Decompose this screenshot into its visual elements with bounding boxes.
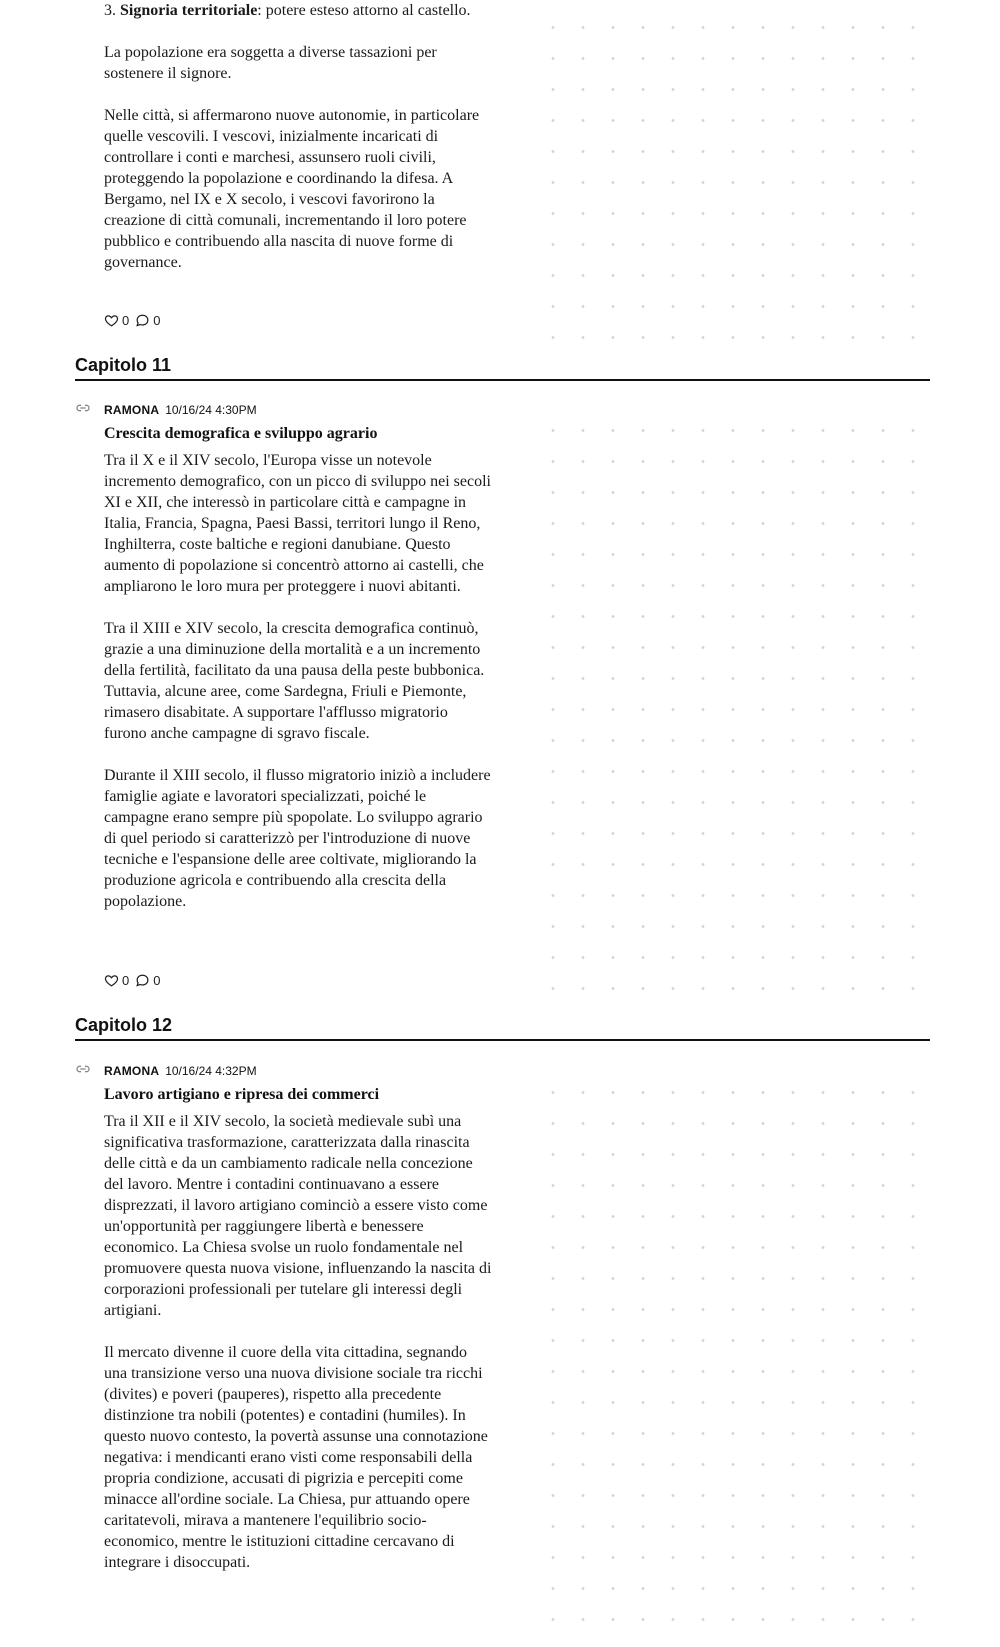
like-button[interactable]	[104, 973, 129, 988]
post-actions	[104, 313, 166, 328]
paragraph: Tra il XII e il XIV secolo, la società medievale subì una significativa trasformazione, caratterizzata dalla rinascita delle città e da un cambiamento radicale nella concezione del lavoro. Mentre i contadini continuavano a essere disprezzati, il lavoro artigiano cominciò a essere visto come un'opportunità per raggiungere libertà e benessere economico. La Chiesa svolse un ruolo fondamentale nel promuovere questa nuova visione, influenzando la nascita di corporazioni professionali per tutelare gli interessi degli artigiani.	[104, 1113, 492, 1319]
post-author[interactable]: RAMONA	[104, 1064, 160, 1078]
link-icon[interactable]	[75, 1061, 91, 1077]
dotted-background-top	[530, 12, 930, 342]
list-item-text: : potere esteso attorno al castello.	[257, 2, 471, 19]
comment-count: 0	[153, 973, 161, 988]
comment-bubble-icon	[135, 973, 150, 988]
link-icon[interactable]	[75, 400, 91, 416]
chapter-heading: Capitolo 11	[75, 353, 930, 381]
post-timestamp: 10/16/24 4:32PM	[165, 1064, 257, 1078]
paragraph: Durante il XIII secolo, il flusso migratorio iniziò a includere famiglie agiate e lavoratori specializzati, poiché le campagne erano sempre più spopolate. Lo sviluppo agrario di quel periodo si caratterizzò per l'introduzione di nuove tecniche e l'espansione delle aree coltivate, migliorando la produzione agricola e contribuendo alla crescita della popolazione.	[104, 767, 491, 910]
list-item-term: Signoria territoriale	[120, 2, 258, 19]
like-button[interactable]	[104, 313, 129, 328]
heart-icon	[104, 973, 119, 988]
post-title: Crescita demografica e sviluppo agrario	[104, 425, 378, 442]
dotted-background-middle	[530, 415, 930, 990]
comment-button[interactable]	[135, 973, 160, 988]
chapter-heading: Capitolo 12	[75, 1013, 930, 1041]
heart-icon	[104, 313, 119, 328]
dotted-background-bottom	[530, 1077, 930, 1647]
post-body	[104, 1111, 494, 1573]
paragraph: La popolazione era soggetta a diverse tassazioni per sostenere il signore.	[104, 44, 437, 82]
post-timestamp: 10/16/24 4:30PM	[165, 403, 257, 417]
post-body	[104, 450, 494, 912]
list-item	[104, 0, 494, 21]
post-title: Lavoro artigiano e ripresa dei commerci	[104, 1086, 380, 1103]
list-item-number: 3.	[104, 2, 116, 19]
post-actions	[104, 973, 166, 988]
comment-count: 0	[153, 313, 161, 328]
like-count: 0	[122, 313, 130, 328]
comment-bubble-icon	[135, 313, 150, 328]
previous-post-body	[104, 0, 494, 273]
post-meta	[75, 1061, 257, 1081]
paragraph: Il mercato divenne il cuore della vita cittadina, segnando una transizione verso una nuova divisione sociale tra ricchi (divites) e poveri (pauperes), rispetto alla precedente distinzione tra nobili (potentes) e contadini (humiles). In questo nuovo contesto, la povertà assunse una connotazione negativa: i mendicanti erano visti come responsabili della propria condizione, accusati di pigrizia e percepiti come minacce all'ordine sociale. La Chiesa, pur attuando opere caritatevoli, mirava a mantenere l'equilibrio socio-economico, mentre le istituzioni cittadine cercavano di integrare i disoccupati.	[104, 1344, 488, 1571]
paragraph: Tra il XIII e XIV secolo, la crescita demografica continuò, grazie a una diminuzione della mortalità e a un incremento della fertilità, facilitato da una pausa della peste bubbonica. Tuttavia, alcune aree, come Sardegna, Friuli e Piemonte, rimasero disabitate. A supportare l'afflusso migratorio furono anche campagne di sgravo fiscale.	[104, 620, 485, 742]
post-author[interactable]: RAMONA	[104, 403, 160, 417]
paragraph: Nelle città, si affermarono nuove autonomie, in particolare quelle vescovili. I vescovi, inizialmente incaricati di controllare i conti e marchesi, assunsero ruoli civili, proteggendo la popolazione e coordinando la difesa. A Bergamo, nel IX e X secolo, i vescovi favorirono la creazione di città comunali, incrementando il loro potere pubblico e contribuendo alla nascita di nuove forme di governance.	[104, 107, 480, 271]
paragraph: Tra il X e il XIV secolo, l'Europa visse un notevole incremento demografico, con un picco di sviluppo nei secoli XI e XII, che interessò in particolare città e campagne in Italia, Francia, Spagna, Paesi Bassi, territori lungo il Reno, Inghilterra, coste baltiche e regioni danubiane. Questo aumento di popolazione si concentrò attorno ai castelli, che ampliarono le loro mura per proteggere i nuovi abitanti.	[104, 452, 491, 595]
comment-button[interactable]	[135, 313, 160, 328]
post-meta	[75, 400, 257, 420]
like-count: 0	[122, 973, 130, 988]
